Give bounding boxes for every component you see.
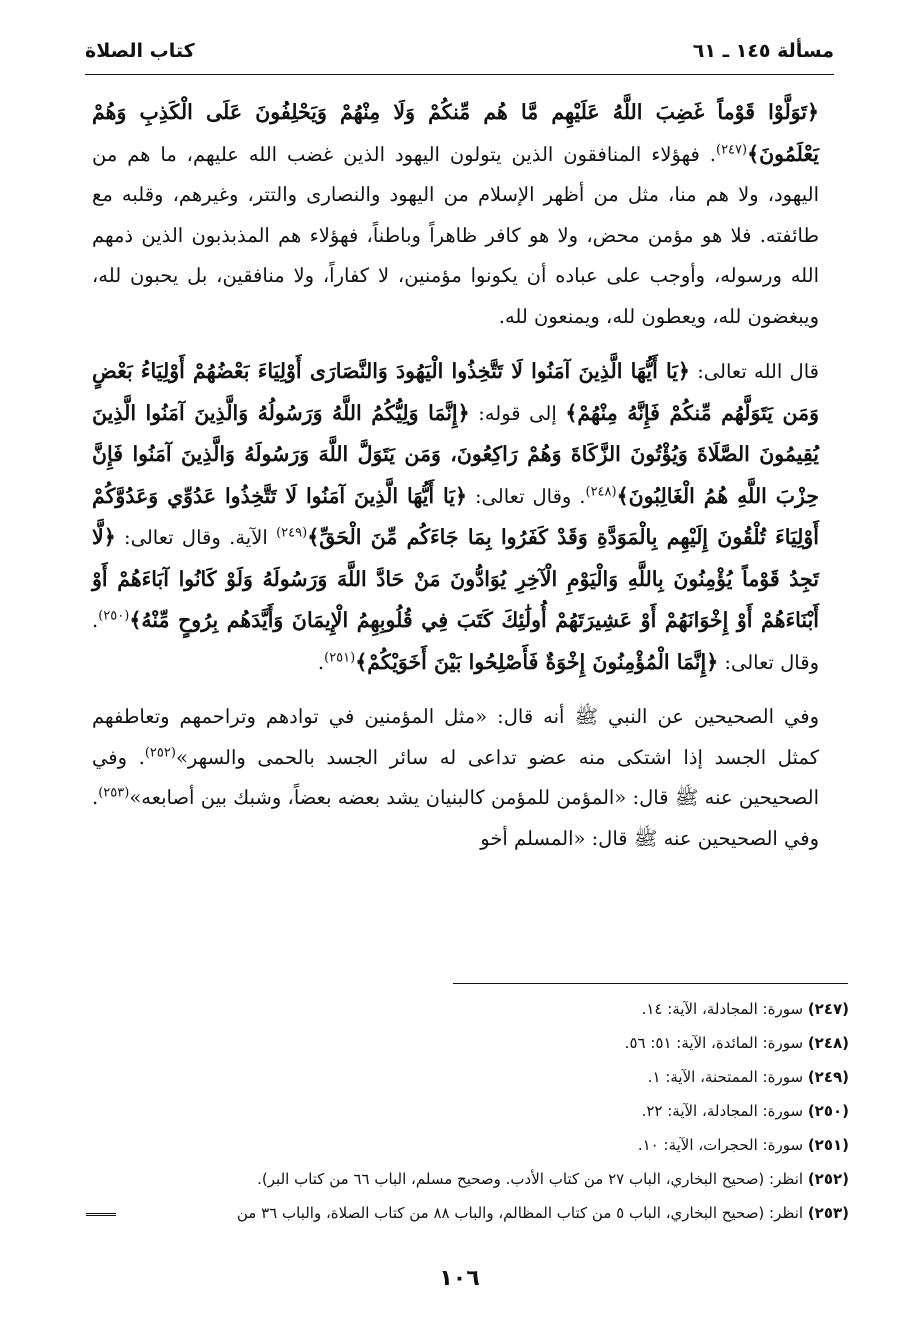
footnote-ref[interactable]: (٢٤٧)	[716, 142, 748, 157]
header-book-label: كتاب الصلاة	[85, 40, 195, 62]
footnote-item	[80, 1162, 849, 1196]
footnote-ref[interactable]: (٢٥٢)	[144, 745, 176, 760]
paragraph-1	[92, 92, 819, 337]
quran-quote: ﴿تَوَلَّوْا قَوْماً غَضِبَ اللَّهُ عَلَيْهِم مَّا هُم مِّنكُمْ وَلَا مِنْهُمْ وَيَحْلِفُونَ عَلَى الْكَذِبِ وَهُمْ يَعْلَمُونَ﴾	[92, 100, 819, 166]
footnote-number: (٢٥٢)	[807, 1170, 849, 1188]
footnote-ref[interactable]: (٢٤٨)	[585, 484, 617, 499]
running-header	[85, 34, 834, 68]
quran-quote: ﴿يَا أَيُّهَا الَّذِينَ آمَنُوا لَا تَتَّخِذُوا عَدُوِّي وَعَدُوَّكُمْ أَوْلِيَاءَ تُلْقُونَ إِلَيْهِم بِالْمَوَدَّةِ وَقَدْ كَفَرُوا بِمَا جَاءَكُم مِّنَ الْحَقِّ﴾	[92, 483, 819, 549]
paragraph-text: . وقال تعالى:	[466, 484, 586, 508]
paragraph-3	[92, 697, 819, 859]
footnote-item	[80, 1026, 849, 1060]
paragraph-text: . وفي الصحيحين عنه ﷺ قال: «المؤمن للمؤمن كالبنيان يشد بعضه بعضاً، وشبك بين أصابعه»	[92, 745, 819, 809]
paragraph-text: قال الله تعالى:	[689, 360, 819, 383]
footnotes	[80, 992, 849, 1230]
footnote-ref[interactable]: (٢٥٠)	[98, 608, 130, 624]
footnote-ref[interactable]: (٢٥٣)	[98, 785, 130, 801]
paragraph-text: . وفي الصحيحين عنه ﷺ قال: «المسلم أخو	[92, 786, 819, 850]
footnote-text: سورة: الحجرات، الآية: ١٠.	[637, 1136, 808, 1154]
footnote-ref[interactable]: (٢٥١)	[324, 650, 356, 665]
footnote-text: سورة: المائدة، الآية: ٥١: ٥٦.	[624, 1034, 808, 1052]
footnote-number: (٢٥١)	[807, 1136, 849, 1154]
footnote-number: (٢٥٣)	[807, 1204, 849, 1222]
footnote-text: انظر: (صحيح البخاري، الباب ٢٧ من كتاب الأدب. وصحيح مسلم، الباب ٦٦ من كتاب البر).	[257, 1170, 808, 1188]
footnote-item	[80, 992, 849, 1026]
footnote-number: (٢٥٠)	[807, 1102, 849, 1120]
paragraph-text: وفي الصحيحين عن النبي ﷺ أنه قال: «مثل المؤمنين في توادهم وتراحمهم وتعاطفهم كمثل الجسد إذا اشتكى منه عضو تداعى له سائر الجسد بالحمى والسهر»	[92, 705, 819, 769]
footnote-number: (٢٤٧)	[807, 1000, 849, 1018]
footnote-item	[80, 1094, 849, 1128]
quran-quote: ﴿إِنَّمَا وَلِيُّكُمُ اللَّهُ وَرَسُولُهُ وَالَّذِينَ آمَنُوا الَّذِينَ يُقِيمُونَ الصَّلَاةَ وَيُؤْتُونَ الزَّكَاةَ وَهُمْ رَاكِعُونَ، وَمَن يَتَوَلَّ اللَّهَ وَرَسُولَهُ وَالَّذِينَ آمَنُوا فَإِنَّ حِزْبَ اللَّهِ هُمُ الْغَالِبُونَ﴾	[92, 400, 819, 508]
paragraph-text: . فهؤلاء المنافقون الذين يتولون اليهود الذين غضب الله عليهم، ما هم من اليهود، ولا هم منا، مثل من أظهر الإسلام من اليهود والنصارى والتتر، وغيرهم، وقلبه مع طائفته. فلا هو مؤمن محض، ولا هو كافر ظاهراً وباطناً، فهؤلاء هم المذبذبون الذين ذمهم الله ورسوله، وأوجب على عباده أن يكونوا مؤمنين، لا كفاراً، ولا منافقين، بل يحبون لله، ويبغضون لله، ويعطون لله، ويمنعون لله.	[92, 142, 819, 328]
quran-quote: ﴿إِنَّمَا الْمُؤْمِنُونَ إِخْوَةٌ فَأَصْلِحُوا بَيْنَ أَخَوَيْكُمْ﴾	[355, 649, 719, 674]
header-rule	[85, 74, 834, 75]
footnote-text: انظر: (صحيح البخاري، الباب ٥ من كتاب المظالم، والباب ٨٨ من كتاب الصلاة، والباب ٣٦ من	[236, 1204, 808, 1222]
footnote-ref[interactable]: (٢٤٩)	[276, 525, 308, 541]
footnote-rule	[453, 983, 848, 984]
quran-quote: ﴿يَا أَيُّهَا الَّذِينَ آمَنُوا لَا تَتَّخِذُوا الْيَهُودَ وَالنَّصَارَى أَوْلِيَاءَ بَعْضُهُمْ أَوْلِيَاءُ بَعْضٍ وَمَن يَتَوَلَّهُم مِّنكُمْ فَإِنَّهُ مِنْهُمْ﴾	[92, 359, 820, 425]
footnote-text: سورة: المجادلة، الآية: ١٤.	[641, 1000, 808, 1018]
footnote-item	[80, 1196, 849, 1230]
paragraph-text: .	[317, 650, 325, 674]
footnote-number: (٢٤٩)	[807, 1068, 849, 1086]
header-section-label: مسألة ١٤٥ ـ ٦١	[692, 40, 834, 62]
page-number: ١٠٦	[439, 1266, 480, 1291]
footnote-item	[80, 1060, 849, 1094]
paragraph-text: إلى قوله:	[469, 401, 566, 425]
paragraph-text: الآية. وقال تعالى:	[115, 526, 277, 549]
footnote-text: سورة: المجادلة، الآية: ٢٢.	[641, 1102, 808, 1120]
paragraph-text: . وقال تعالى:	[92, 609, 819, 674]
footnote-item	[80, 1128, 849, 1162]
paragraph-2	[92, 351, 819, 683]
footnote-number: (٢٤٨)	[807, 1034, 849, 1052]
quran-quote: ﴿لَّا تَجِدُ قَوْماً يُؤْمِنُونَ بِاللَّهِ وَالْيَوْمِ الْآخِرِ يُوَادُّونَ مَنْ حَادَّ اللَّهَ وَرَسُولَهُ وَلَوْ كَانُوا آبَاءَهُمْ أَوْ أَبْنَاءَهُمْ أَوْ إِخْوَانَهُمْ أَوْ عَشِيرَتَهُمْ أُولَٰئِكَ كَتَبَ فِي قُلُوبِهِمُ الْإِيمَانَ وَأَيَّدَهُم بِرُوحٍ مِّنْهُ﴾	[92, 525, 819, 632]
footnote-text: سورة: الممتحنة، الآية: ١.	[647, 1068, 808, 1086]
main-text	[92, 92, 819, 859]
